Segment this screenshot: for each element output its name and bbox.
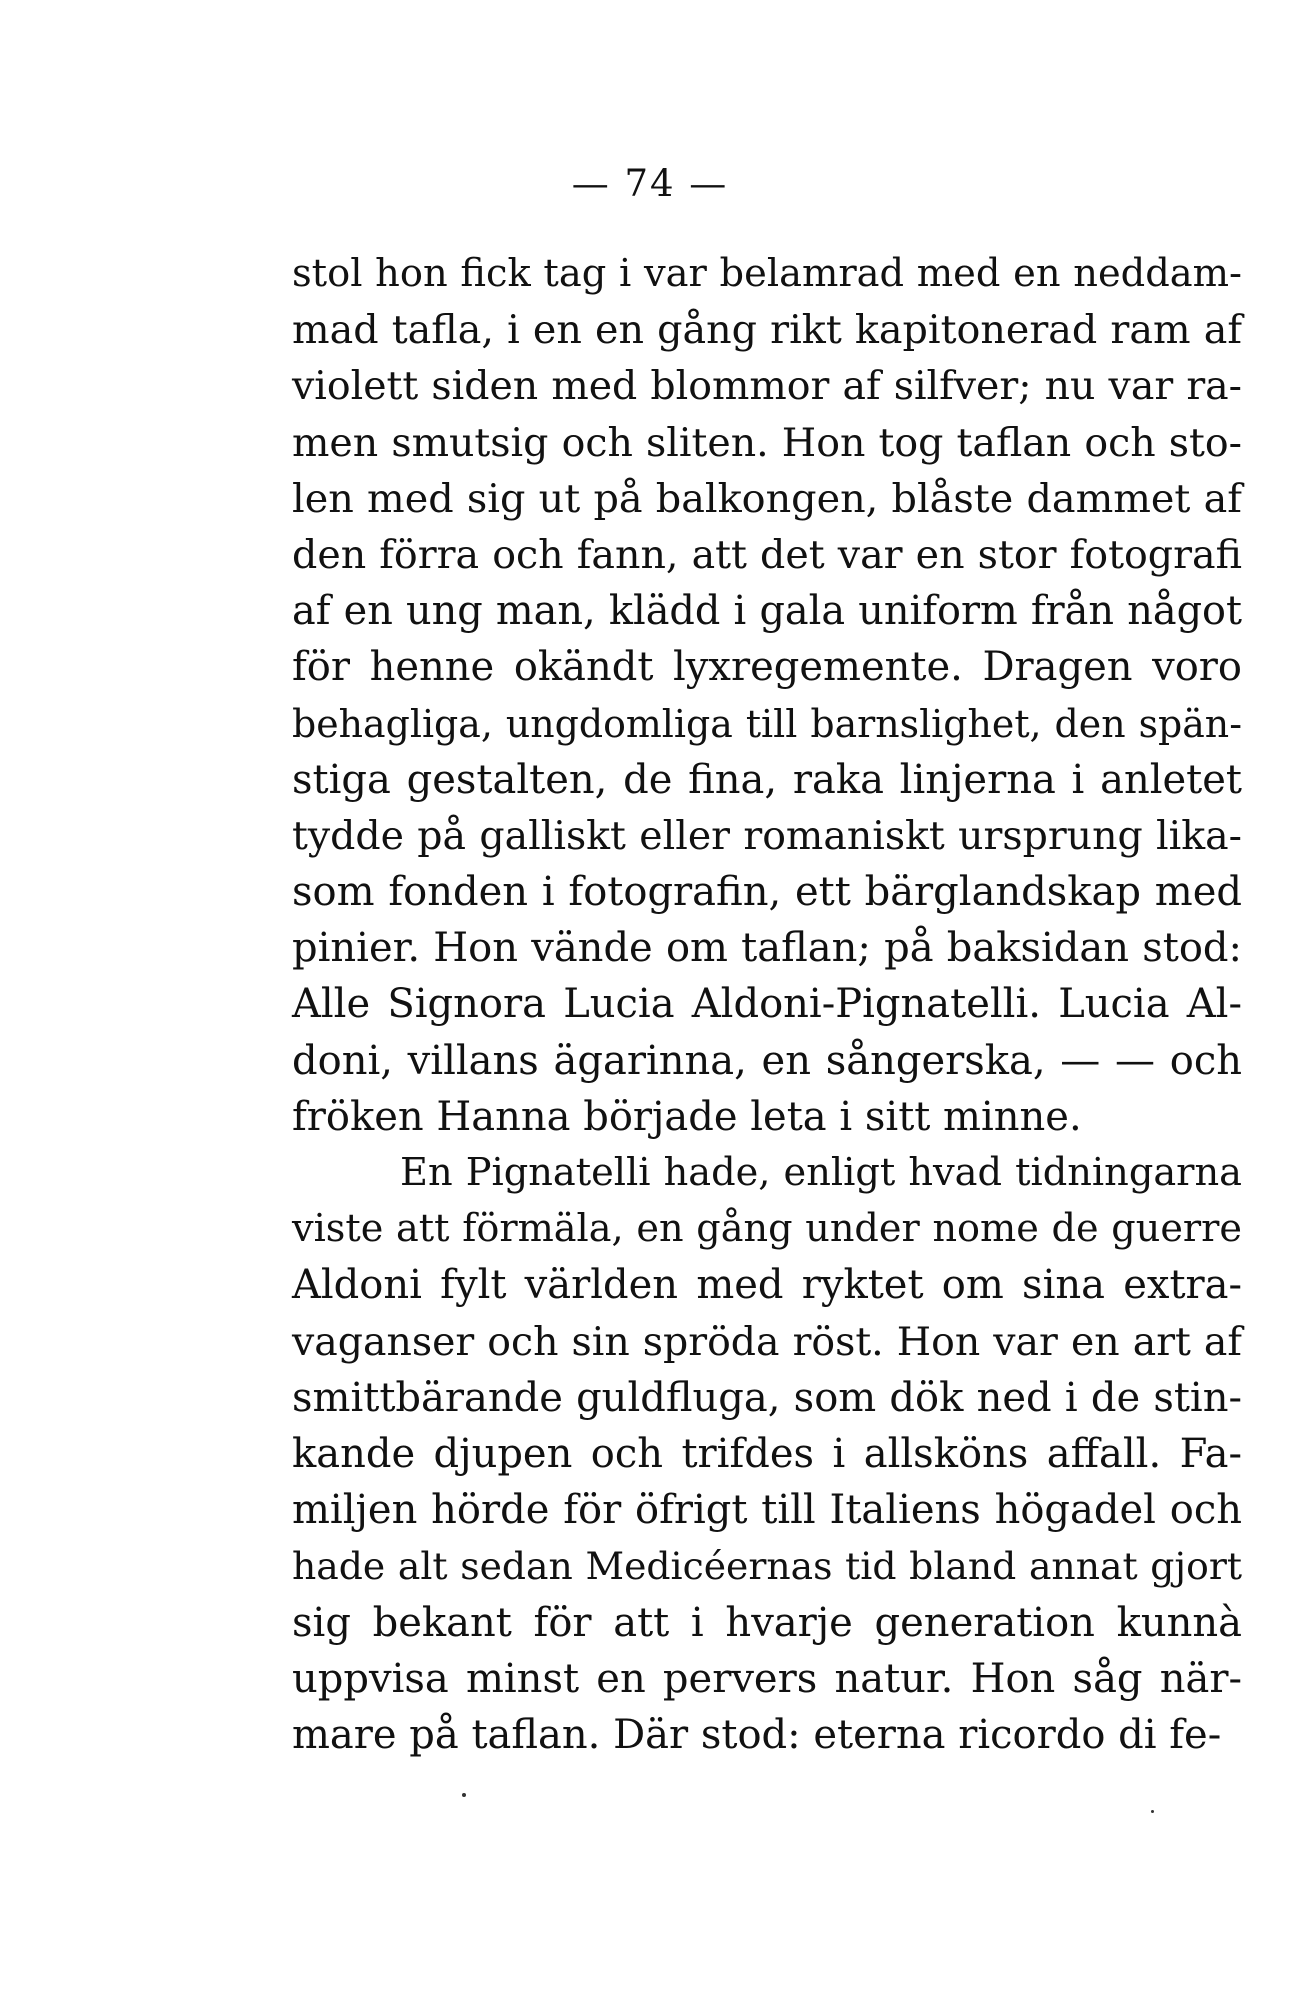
page-number: — 74 — xyxy=(571,162,729,205)
text-line: tydde på galliskt eller romaniskt ursprung lika- xyxy=(292,812,1242,859)
text-line: den förra och fann, att det var en stor fotografi xyxy=(292,531,1242,578)
text-line: men smutsig och sliten. Hon tog taflan och sto- xyxy=(292,419,1242,466)
text-line: af en ung man, klädd i gala uniform från något xyxy=(292,588,1242,635)
text-line: stiga gestalten, de fina, raka linjerna i anletet xyxy=(292,756,1242,803)
ink-speck xyxy=(462,1793,466,1797)
paragraph-1 xyxy=(292,246,1242,1145)
text-line: pinier. Hon vände om taflan; på baksidan stod: xyxy=(292,925,1242,972)
text-line: uppvisa minst en pervers natur. Hon såg när- xyxy=(292,1655,1242,1702)
text-line: smittbärande guldfluga, som dök ned i de stin- xyxy=(292,1374,1242,1421)
text-line: len med sig ut på balkongen, blåste dammet af xyxy=(292,475,1242,522)
text-line: Alle Signora Lucia Aldoni-Pignatelli. Lucia Al- xyxy=(292,981,1242,1028)
text-line: violett siden med blommor af silfver; nu var ra- xyxy=(292,363,1242,410)
text-line: En Pignatelli hade, enligt hvad tidningarna xyxy=(400,1150,1242,1195)
text-line: vaganser och sin spröda röst. Hon var en art af xyxy=(292,1318,1242,1365)
text-line: doni, villans ägarinna, en sångerska, — — och xyxy=(292,1037,1242,1084)
text-line: för henne okändt lyxregemente. Dragen voro xyxy=(292,644,1242,691)
text-line: behagliga, ungdomliga till barnslighet, den spän- xyxy=(292,701,1242,746)
text-line: hade alt sedan Medicéernas tid bland annat gjort xyxy=(292,1544,1242,1589)
text-line: fröken Hanna började leta i sitt minne. xyxy=(292,1093,1082,1140)
text-line: sig bekant för att i hvarje generation kunnà xyxy=(292,1599,1242,1646)
text-line: Aldoni fylt världen med ryktet om sina extra- xyxy=(292,1262,1242,1309)
text-line: mad tafla, i en en gång rikt kapitonerad ram af xyxy=(292,307,1242,354)
body-text xyxy=(292,246,1242,1763)
text-line: kande djupen och trifdes i allsköns affall. Fa- xyxy=(292,1430,1242,1477)
text-line: som fonden i fotografin, ett bärglandskap med xyxy=(292,869,1242,916)
text-line: stol hon fick tag i var belamrad med en neddam- xyxy=(292,251,1242,296)
paragraph-2 xyxy=(292,1145,1242,1763)
text-line: mare på taflan. Där stod: eterna ricordo di fe- xyxy=(292,1711,1222,1758)
ink-speck xyxy=(1151,1810,1154,1813)
text-line: viste att förmäla, en gång under nome de guerre xyxy=(292,1207,1242,1252)
text-line: miljen hörde för öfrigt till Italiens högadel och xyxy=(292,1487,1242,1534)
